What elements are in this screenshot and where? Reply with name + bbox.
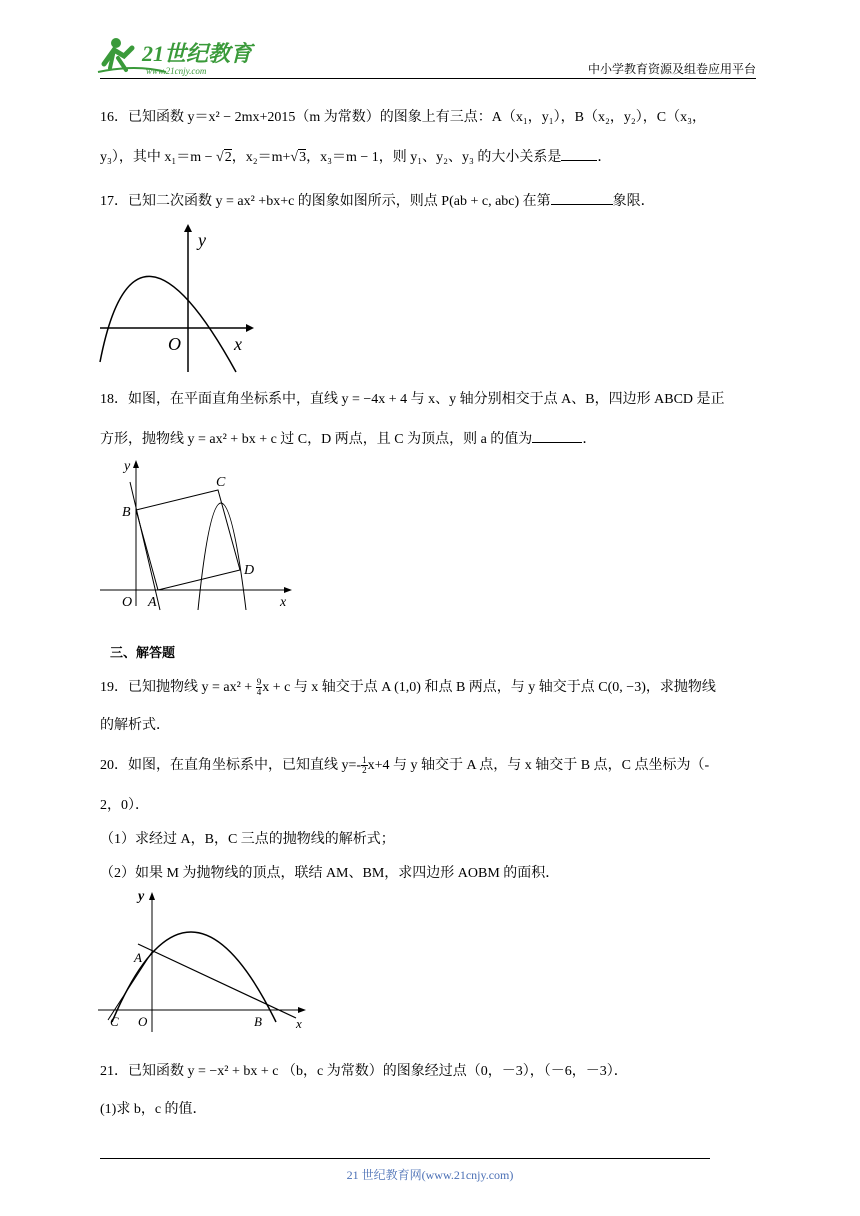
q20-line1 xyxy=(100,754,709,775)
q20-part2: （2）如果 M 为抛物线的顶点，联结 AM、BM，求四边形 AOBM 的面积． xyxy=(100,866,560,881)
point-b-label: B xyxy=(254,1014,262,1029)
parabola-curve xyxy=(112,932,276,1022)
question-number: 19． xyxy=(100,680,128,695)
origin-label: O xyxy=(122,595,133,610)
q21-part1: (1)求 b，c 的值． xyxy=(100,1102,207,1117)
origin-label: O xyxy=(138,1014,148,1029)
question-number: 17． xyxy=(100,194,128,209)
q16-end: ． xyxy=(597,150,612,165)
answer-blank[interactable] xyxy=(551,190,613,205)
footer-rule xyxy=(100,1158,710,1159)
point-a-label: A xyxy=(148,595,157,610)
q16-line1 xyxy=(100,106,706,126)
logo-url: www.21cnjy.com xyxy=(146,66,207,76)
q20-text-a: 如图，在直角坐标系中，已知直线 y=- xyxy=(128,758,362,773)
sqrt-3: 3 xyxy=(299,150,307,165)
x-label: x xyxy=(280,595,287,610)
q17-text: 已知二次函数 y = ax² +bx+c 的图象如图所示，则点 P(ab + c, abc) 在第 xyxy=(128,194,551,209)
footer-text[interactable]: 21 世纪教育网(www.21cnjy.com) xyxy=(346,1168,514,1182)
q16-text-c: ，x₂＝m+ xyxy=(231,150,291,165)
q18-text: 如图，在平面直角坐标系中，直线 y = −4x + 4 与 x、y 轴分别相交于点 A、B，四边形 ABCD 是正 xyxy=(128,392,725,407)
q16-text-e: ，x₃＝m − 1，则 y₁、y₂、y₃ 的大小关系是 xyxy=(306,150,562,165)
point-d-label: D xyxy=(244,563,255,578)
q18-line2 xyxy=(100,428,596,448)
q19-line2: 的解析式． xyxy=(100,718,170,733)
point-c-label: C xyxy=(110,1014,119,1029)
x-label: x xyxy=(296,1016,302,1031)
q19-text-a: 已知抛物线 y = ax² + xyxy=(128,680,256,695)
platform-name: 中小学教育资源及组卷应用平台 xyxy=(587,62,756,76)
q18-text-a: 方形，抛物线 y = ax² + bx + c 过 C，D 两点，且 C 为顶点，则 a 的值为 xyxy=(100,432,533,447)
point-a-label: A xyxy=(134,950,142,965)
runner-logo-icon xyxy=(96,34,256,78)
q21-text: 已知函数 y = −x² + bx + c （b，c 为常数）的图象经过点（0，－3），（－6，－3）． xyxy=(128,1064,628,1079)
q18-figure xyxy=(98,456,294,612)
q19-line1 xyxy=(100,676,716,697)
y-label: y xyxy=(138,889,145,904)
q16-line2: y₃），其中 x₁＝m − √2，x₂＝m+√3，x₃＝m − 1，则 y₁、y₂、y₃ 的大小关系是 ． xyxy=(100,146,611,166)
q21-line1 xyxy=(100,1060,628,1080)
fraction-1-2: $\frac{1}{2}$ xyxy=(362,755,367,776)
point-b-label: B xyxy=(122,505,131,520)
line-ab xyxy=(130,482,160,610)
x-label: x xyxy=(234,334,242,354)
parabola-curve xyxy=(100,276,236,372)
answer-blank[interactable] xyxy=(532,428,582,443)
point-c-label: C xyxy=(216,475,226,490)
q16-text: 已知函数 y＝x² − 2mx+2015（m 为常数）的图象上有三点：A（x₁，y₁），B（x₂，y₂），C（x₃， xyxy=(128,110,706,125)
q16-text-a: y₃），其中 x₁＝m − xyxy=(100,150,217,165)
question-number: 20． xyxy=(100,758,128,773)
q20-line2: 2，0）． xyxy=(100,798,149,813)
q18-end: ． xyxy=(582,432,597,447)
site-logo xyxy=(96,34,256,78)
question-number: 18． xyxy=(100,392,128,407)
sqrt-2: 2 xyxy=(224,150,232,165)
header-rule xyxy=(100,78,756,79)
q20-part1: （1）求经过 A，B，C 三点的抛物线的解析式； xyxy=(100,832,395,847)
question-number: 21． xyxy=(100,1064,128,1079)
logo-text: 21世纪教育 xyxy=(142,41,253,66)
y-label: y xyxy=(198,230,206,250)
q18-line1 xyxy=(100,388,725,408)
answer-blank[interactable] xyxy=(561,146,597,161)
q17-figure xyxy=(96,222,256,378)
q17-line xyxy=(100,190,655,210)
y-label: y xyxy=(124,459,131,474)
section-heading: 三、解答题 xyxy=(110,646,176,661)
q20-text-b: x+4 与 y 轴交于 A 点，与 x 轴交于 B 点，C 点坐标为（- xyxy=(367,758,710,773)
parabola-curve xyxy=(198,503,246,610)
question-number: 16． xyxy=(100,110,128,125)
origin-label: O xyxy=(168,334,181,354)
line-ab xyxy=(138,944,296,1018)
q20-figure xyxy=(98,882,310,1034)
q17-end: 象限． xyxy=(612,194,655,209)
q19-text-b: x + c 与 x 轴交于点 A (1,0) 和点 B 两点，与 y 轴交于点 C(0, −3)，求抛物线 xyxy=(262,680,716,695)
fraction-9-4: $\frac{9}{4}$ xyxy=(256,677,262,698)
